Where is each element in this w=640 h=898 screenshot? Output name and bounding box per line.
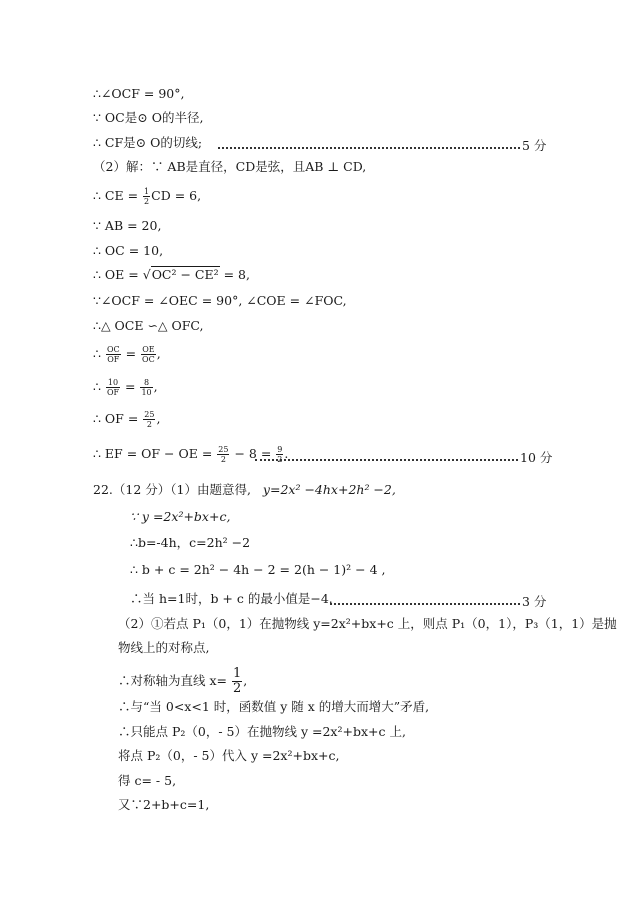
step-angle-ocf [93, 86, 184, 102]
text: ∴∠OCF = 90°, [93, 86, 185, 101]
step-similar [93, 318, 204, 334]
q22-contradiction [118, 699, 429, 715]
text: CD = 6, [151, 188, 202, 203]
fraction [141, 345, 156, 364]
q22-p2-on-parabola [118, 724, 406, 740]
text: ∴△ OCE ∽△ OFC, [93, 318, 204, 333]
step-ef [93, 445, 288, 464]
numerator: 25 [144, 410, 155, 419]
text: = [121, 346, 141, 361]
step-ce [93, 187, 201, 206]
text: ∴当 h=1时，b + c 的最小值是−4. [130, 591, 333, 606]
fraction [143, 410, 155, 429]
text: ∵ AB = 20, [93, 218, 162, 233]
denominator: 2 [146, 420, 152, 429]
text: ∴ OE = √ [93, 267, 151, 282]
text: − 8 = [230, 446, 276, 461]
text: , [156, 411, 161, 426]
circled-one-icon: ① [150, 616, 164, 631]
numerator: 25 [218, 445, 229, 454]
fraction [217, 445, 229, 464]
text: ∴b=-4h，c=2h² −2 [130, 535, 251, 550]
text: . [284, 446, 289, 461]
text: 若点 P₁（0，1）在抛物线 y=2x²+bx+c 上，则点 P₁（0，1），P₃（1，1）是抛 [163, 616, 617, 631]
step-of [93, 410, 160, 429]
fraction [276, 445, 283, 464]
text: = 8, [219, 267, 250, 282]
step-oe-sqrt [93, 267, 250, 283]
step-ab [93, 218, 161, 234]
numerator: 8 [140, 378, 152, 388]
denominator: 10 [141, 388, 152, 397]
text: 将点 P₂（0，- 5）代入 y =2x²+bx+c, [118, 748, 340, 763]
q22-line5 [130, 591, 333, 607]
step-angles [93, 293, 347, 309]
q22-sum [118, 797, 209, 813]
text: 22.（12 分）（1）由题意得, [93, 482, 251, 497]
part2-intro [93, 159, 366, 175]
q22-substitute [118, 748, 339, 764]
q22-part2-line2 [118, 640, 209, 656]
fraction [143, 187, 150, 206]
text: , [153, 379, 158, 394]
text: ∴ OC = 10, [93, 243, 164, 258]
radicand: OC² − CE² [151, 267, 219, 282]
text: ∴ b + c = 2h² − 4h − 2 = 2(h − 1)² − 4 , [130, 562, 386, 577]
denominator: 2 [220, 455, 226, 464]
fraction [140, 378, 152, 397]
text: ∵∠OCF = ∠OEC = 90°, ∠COE = ∠FOC, [93, 293, 347, 308]
text: ∴ OF = [93, 411, 143, 426]
text: = [121, 379, 140, 394]
q22-line4 [130, 562, 385, 578]
step-cf-tangent [93, 135, 202, 151]
numerator: OC [106, 345, 120, 354]
text: ∴对称轴为直线 x= [118, 673, 231, 688]
text: ∴ [93, 346, 105, 361]
dotted-leader [218, 147, 520, 149]
denominator: OF [107, 355, 120, 364]
numerator: 9 [277, 445, 283, 454]
denominator: 2 [232, 681, 242, 696]
text: 又∵2+b+c=1, [118, 797, 210, 812]
step-oc-radius [93, 110, 203, 126]
dotted-leader [255, 459, 518, 461]
score-10: 10 分 [520, 450, 553, 465]
q22-heading [93, 482, 396, 498]
numerator: 10 [107, 378, 119, 387]
text: 物线上的对称点, [118, 640, 210, 655]
fraction [106, 378, 120, 397]
text: ∴与“当 0<x<1 时，函数值 y 随 x 的增大而增大”矛盾, [118, 699, 430, 714]
text: ∴ CF是 [93, 135, 136, 150]
numerator: OE [142, 345, 155, 354]
circle-symbol-icon: ⊙ [135, 135, 147, 150]
score-3: 3 分 [522, 594, 547, 609]
text: ∵ y =2x²+bx+c, [130, 509, 231, 524]
dotted-leader [330, 603, 520, 605]
step-ratio [93, 345, 161, 364]
score-5: 5 分 [522, 138, 547, 153]
text: （2）解：∵ AB是直径，CD是弦，且AB ⊥ CD, [93, 159, 367, 174]
q22-c-value [118, 773, 176, 789]
step-oc [93, 243, 163, 259]
denominator: 2 [144, 197, 150, 206]
step-ratio-values [93, 378, 158, 397]
numerator: 1 [232, 666, 242, 681]
text: ∴ CE = [93, 188, 143, 203]
q22-line2 [130, 509, 230, 525]
fraction [106, 345, 121, 364]
text: ∴ [93, 379, 105, 394]
text: ∴ EF = OF − OE = [93, 446, 217, 461]
text: （2） [118, 616, 151, 631]
q22-axis [118, 667, 247, 696]
circle-symbol-icon: ⊙ [137, 110, 148, 125]
denominator: OF [106, 388, 120, 397]
denominator: OC [142, 355, 155, 364]
text: 得 c= - 5, [118, 773, 177, 788]
equation: y=2x² −4hx+2h² −2, [262, 482, 396, 497]
q22-line3 [130, 535, 250, 551]
text: ∵ OC是 [93, 110, 138, 125]
denominator: 2 [277, 455, 283, 464]
numerator: 1 [144, 187, 150, 196]
text: , [156, 346, 161, 361]
q22-part2-line1 [118, 616, 617, 632]
text: , [243, 673, 248, 688]
text: O的半径, [147, 110, 204, 125]
text: ∴只能点 P₂（0，- 5）在抛物线 y =2x²+bx+c 上, [118, 724, 406, 739]
text: O的切线; [146, 135, 203, 150]
fraction [232, 667, 242, 696]
